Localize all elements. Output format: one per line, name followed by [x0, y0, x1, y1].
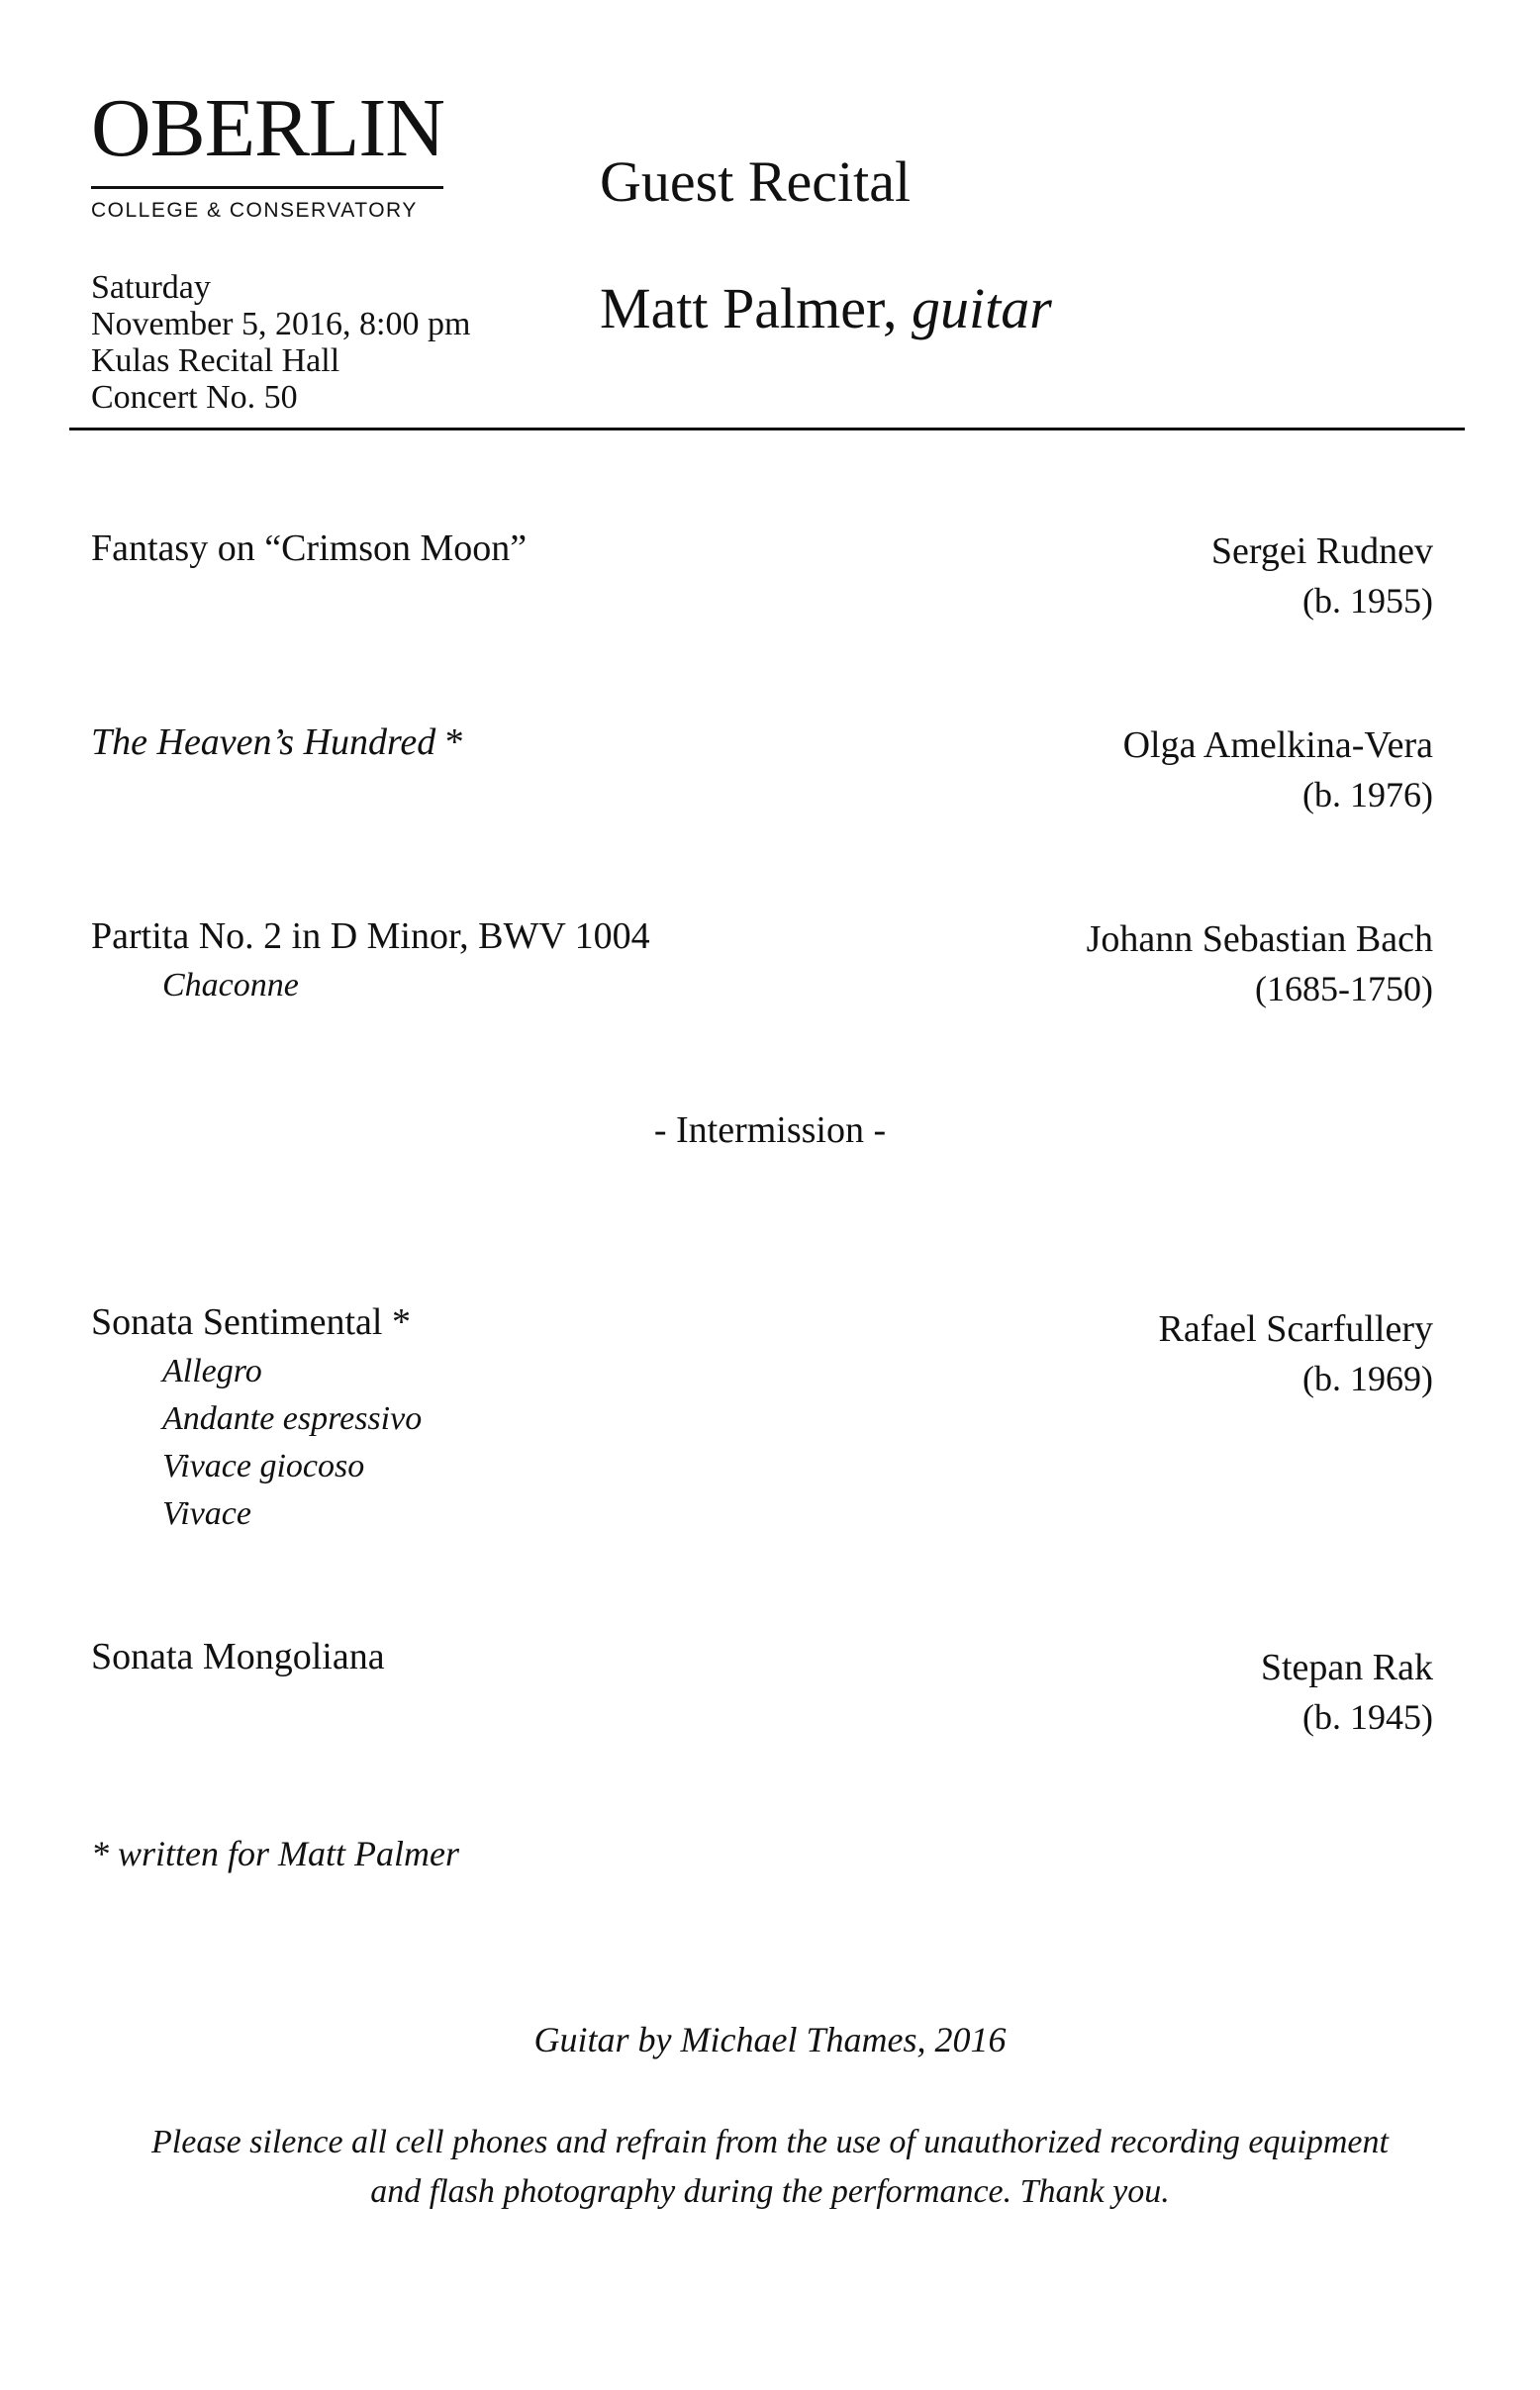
work-title: The Heaven’s Hundred — [91, 721, 436, 763]
work-composer-block — [1261, 1643, 1433, 1742]
program-work — [91, 914, 650, 1009]
program-work — [91, 526, 527, 570]
logo-divider — [91, 186, 443, 189]
work-composer: Rafael Scarfullery — [1158, 1308, 1433, 1350]
footnote: * written for Matt Palmer — [91, 1834, 459, 1873]
program-work — [91, 720, 464, 764]
work-movements — [91, 962, 650, 1009]
header-divider — [69, 428, 1465, 430]
work-composer: Stepan Rak — [1260, 1647, 1433, 1688]
work-composer: Johann Sebastian Bach — [1086, 918, 1433, 960]
logo-wordmark: OBERLIN — [91, 82, 444, 174]
notice-line: Please silence all cell phones and refrain from the use of unauthorized recording equipment — [151, 2124, 1389, 2160]
performer — [600, 275, 1052, 341]
recital-type: Guest Recital — [600, 149, 912, 214]
work-composer-block — [1123, 720, 1433, 819]
work-composer-block — [1087, 914, 1433, 1013]
work-composer-dates: (1685-1750) — [1255, 969, 1433, 1008]
instrument-credit: Guitar by Michael Thames, 2016 — [533, 2020, 1007, 2059]
work-composer-dates: (b. 1969) — [1302, 1359, 1433, 1398]
concert-number: Concert No. 50 — [91, 379, 298, 416]
audience-notice — [0, 2118, 1540, 2217]
work-composer: Sergei Rudnev — [1210, 530, 1433, 572]
work-composer-dates: (b. 1976) — [1302, 775, 1433, 814]
intermission: - Intermission - — [653, 1109, 887, 1151]
event-info — [91, 269, 470, 416]
movement: Chaconne — [162, 967, 299, 1004]
movement: Allegro — [162, 1353, 262, 1389]
work-composer-block — [1211, 526, 1433, 625]
work-movements — [91, 1348, 422, 1538]
logo-subtitle: COLLEGE & CONSERVATORY — [91, 199, 418, 222]
movement: Andante espressivo — [162, 1400, 423, 1437]
work-title: Sonata Sentimental * — [91, 1301, 411, 1343]
work-composer-block — [1159, 1304, 1433, 1403]
performer-name: Matt Palmer, — [600, 276, 898, 340]
work-title: Sonata Mongoliana — [91, 1636, 385, 1677]
movement: Vivace — [162, 1495, 251, 1532]
program-work — [91, 1300, 422, 1538]
performer-instrument: guitar — [912, 276, 1052, 340]
oberlin-logo — [91, 82, 457, 223]
movement: Vivace giocoso — [162, 1448, 365, 1484]
work-composer-dates: (b. 1945) — [1302, 1697, 1433, 1737]
event-date-time: November 5, 2016, 8:00 pm — [91, 306, 471, 342]
notice-line: and flash photography during the performance. Thank you. — [370, 2173, 1170, 2210]
work-title: Fantasy on “Crimson Moon” — [91, 527, 528, 569]
work-composer: Olga Amelkina-Vera — [1122, 724, 1433, 766]
work-composer-dates: (b. 1955) — [1302, 581, 1433, 621]
event-venue: Kulas Recital Hall — [91, 342, 340, 379]
work-marker: * — [435, 721, 464, 763]
work-title: Partita No. 2 in D Minor, BWV 1004 — [91, 915, 650, 957]
event-day: Saturday — [91, 269, 211, 306]
program-work — [91, 1635, 385, 1678]
